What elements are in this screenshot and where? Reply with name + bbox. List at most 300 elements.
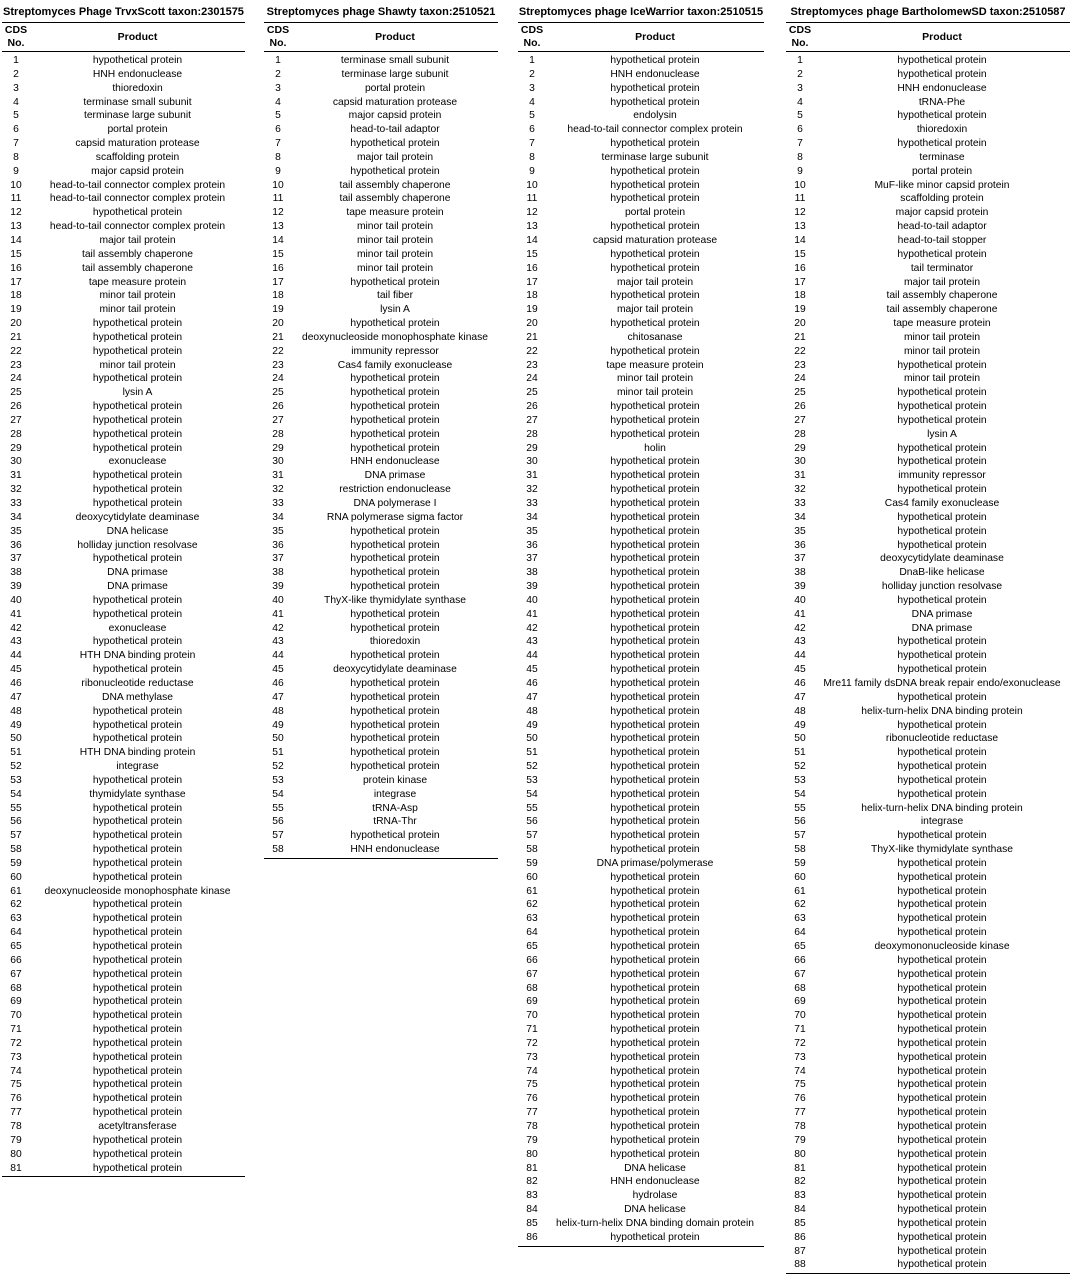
cds-number-cell: 35: [272, 525, 284, 537]
table-row: [518, 1162, 764, 1176]
product-cell: hypothetical protein: [350, 733, 440, 745]
cds-number-cell: 46: [272, 677, 284, 689]
cds-number-cell: 45: [10, 664, 22, 676]
product-cell: hypothetical protein: [610, 954, 700, 966]
cds-number-cell: 8: [529, 151, 535, 163]
product-cell: hypothetical protein: [92, 1051, 183, 1063]
product-cell: hypothetical protein: [897, 927, 987, 939]
table-row: [264, 165, 498, 179]
table-row: [518, 469, 764, 483]
product-cell: hypothetical protein: [610, 1051, 700, 1063]
product-cell: hypothetical protein: [610, 650, 700, 662]
cds-number-cell: 85: [526, 1217, 538, 1229]
cds-number-cell: 23: [10, 359, 22, 371]
cds-number-cell: 56: [272, 816, 284, 828]
cds-number-cell: 41: [10, 608, 22, 620]
product-cell: exonuclease: [108, 622, 167, 634]
table-row: [786, 1037, 1070, 1051]
table-row: [518, 1148, 764, 1162]
product-cell: major tail protein: [616, 276, 694, 288]
product-cell: protein kinase: [362, 774, 428, 786]
cds-number-cell: 52: [10, 761, 22, 773]
table-row: [2, 1051, 245, 1065]
product-cell: RNA polymerase sigma factor: [326, 511, 464, 523]
cds-number-cell: 56: [794, 816, 806, 828]
product-cell: hypothetical protein: [92, 1107, 183, 1119]
cds-number-cell: 13: [10, 221, 22, 233]
product-cell: hypothetical protein: [610, 221, 700, 233]
table-row: [518, 109, 764, 123]
cds-number-cell: 49: [272, 719, 284, 731]
table-row: [518, 276, 764, 290]
product-cell: hypothetical protein: [897, 248, 987, 260]
table-row: [2, 511, 245, 525]
cds-number-cell: 44: [526, 650, 538, 662]
product-cell: hypothetical protein: [610, 290, 700, 302]
cds-number-cell: 78: [10, 1120, 22, 1132]
cds-number-cell: 24: [794, 373, 806, 385]
product-cell: hypothetical protein: [92, 207, 183, 219]
product-cell: Cas4 family exonuclease: [884, 498, 1000, 509]
product-cell: hypothetical protein: [610, 539, 700, 551]
product-cell: hypothetical protein: [897, 414, 987, 426]
cds-number-cell: 5: [275, 110, 281, 122]
cds-number-cell: 81: [526, 1162, 538, 1174]
cds-number-cell: 79: [794, 1134, 806, 1146]
cds-number-cell: 3: [797, 82, 803, 94]
product-cell: head-to-tail adaptor: [350, 124, 440, 136]
table-row: [786, 552, 1070, 566]
cds-number-cell: 31: [794, 470, 806, 482]
product-cell: hypothetical protein: [897, 1134, 987, 1146]
table-row: [2, 719, 245, 733]
cds-number-cell: 28: [794, 428, 806, 440]
cds-number-header: CDS No.: [266, 24, 290, 49]
cds-number-cell: 68: [10, 982, 22, 994]
cds-number-cell: 35: [526, 525, 538, 537]
product-cell: hypothetical protein: [610, 1010, 700, 1022]
table-row: [2, 995, 245, 1009]
product-cell: hypothetical protein: [610, 345, 700, 357]
table-row: [786, 788, 1070, 802]
product-cell: ribonucleotide reductase: [885, 733, 999, 745]
table-row: [2, 760, 245, 774]
table-row: [786, 248, 1070, 262]
product-cell: hypothetical protein: [897, 1037, 987, 1049]
cds-number-cell: 39: [272, 581, 284, 593]
cds-number-cell: 34: [10, 511, 22, 523]
table-row: [264, 109, 498, 123]
product-cell: lysin A: [927, 428, 957, 440]
cds-number-cell: 69: [794, 996, 806, 1008]
product-cell: hypothetical protein: [897, 1010, 987, 1022]
product-cell: DnaB-like helicase: [899, 567, 985, 579]
table-row: [518, 594, 764, 608]
table-row: [518, 1051, 764, 1065]
cds-number-cell: 66: [526, 954, 538, 966]
table-row: [2, 1037, 245, 1051]
product-cell: hypothetical protein: [897, 982, 987, 994]
cds-number-cell: 58: [10, 844, 22, 856]
table-row: [786, 1245, 1070, 1259]
cds-number-cell: 57: [272, 830, 284, 842]
table-row: [786, 192, 1070, 206]
product-cell: DNA primase: [911, 622, 973, 634]
table-row: [786, 1092, 1070, 1106]
product-cell: deoxymononucleoside kinase: [874, 941, 1010, 952]
cds-number-cell: 41: [272, 608, 284, 620]
table-row: [518, 926, 764, 940]
product-cell: hypothetical protein: [92, 816, 183, 828]
product-cell: minor tail protein: [99, 290, 176, 302]
cds-number-cell: 70: [794, 1010, 806, 1022]
cds-number-cell: 86: [794, 1231, 806, 1243]
cds-number-cell: 27: [794, 414, 806, 426]
cds-number-cell: 77: [526, 1107, 538, 1119]
table-row: [518, 1065, 764, 1079]
product-cell: hypothetical protein: [610, 511, 700, 523]
product-cell: hypothetical protein: [610, 871, 700, 883]
cds-number-cell: 39: [526, 581, 538, 593]
product-cell: major capsid protein: [348, 110, 442, 122]
product-header: Product: [635, 31, 675, 43]
table-row: [518, 940, 764, 954]
table-row: [2, 1078, 245, 1092]
product-cell: hypothetical protein: [92, 1037, 183, 1049]
cds-number-cell: 31: [272, 470, 284, 482]
cds-number-cell: 62: [10, 899, 22, 911]
table-row: [518, 871, 764, 885]
table-row: [786, 469, 1070, 483]
cds-number-cell: 41: [794, 608, 806, 620]
cds-number-cell: 70: [526, 1010, 538, 1022]
product-cell: hypothetical protein: [610, 179, 700, 191]
cds-number-cell: 65: [526, 941, 538, 952]
table-row: [2, 788, 245, 802]
table-row: [786, 262, 1070, 276]
product-cell: ribonucleotide reductase: [81, 677, 194, 689]
cds-number-cell: 25: [10, 387, 22, 399]
product-cell: hypothetical protein: [897, 456, 987, 468]
table-row: [786, 386, 1070, 400]
cds-number-cell: 58: [794, 844, 806, 856]
product-cell: hypothetical protein: [897, 484, 987, 496]
product-cell: hypothetical protein: [897, 1051, 987, 1063]
cds-number-cell: 31: [10, 470, 22, 482]
table-row: [786, 829, 1070, 843]
cds-number-cell: 7: [529, 138, 535, 150]
table-bartholomewsd: [786, 3, 1070, 1274]
table-row: [264, 386, 498, 400]
cds-number-cell: 65: [794, 941, 806, 952]
product-cell: capsid maturation protease: [75, 138, 200, 150]
table-row: [518, 580, 764, 594]
table-row: [786, 843, 1070, 857]
table-bottom-rule: [786, 1273, 1070, 1274]
product-cell: hypothetical protein: [610, 1120, 700, 1132]
table-row: [518, 705, 764, 719]
table-row: [2, 400, 245, 414]
product-cell: chitosanase: [627, 331, 683, 343]
product-cell: deoxynucleoside monophosphate kinase: [301, 331, 489, 343]
cds-number-cell: 67: [10, 968, 22, 980]
table-title: Streptomyces Phage TrvxScott taxon:2301575: [2, 3, 245, 23]
cds-number-cell: 62: [794, 899, 806, 911]
cds-number-cell: 40: [794, 594, 806, 606]
product-cell: hypothetical protein: [92, 442, 183, 454]
product-cell: Mre11 family dsDNA break repair endo/exonuclease: [823, 677, 1061, 689]
table-row: [2, 857, 245, 871]
product-cell: hypothetical protein: [92, 899, 183, 911]
table-row: [518, 1009, 764, 1023]
cds-number-cell: 4: [275, 96, 281, 108]
product-cell: hypothetical protein: [350, 650, 440, 662]
product-cell: major tail protein: [356, 151, 434, 163]
cds-number-cell: 24: [526, 373, 538, 385]
product-cell: hypothetical protein: [92, 982, 183, 994]
cds-number-cell: 12: [526, 207, 538, 219]
cds-number-cell: 46: [526, 677, 538, 689]
table-row: [2, 1009, 245, 1023]
cds-number-cell: 14: [272, 234, 284, 246]
product-cell: terminase large subunit: [601, 151, 709, 163]
table-row: [2, 829, 245, 843]
product-cell: hypothetical protein: [897, 1162, 987, 1174]
product-cell: terminase small subunit: [340, 55, 450, 66]
product-cell: tape measure protein: [606, 359, 704, 371]
cds-number-cell: 49: [10, 719, 22, 731]
cds-number-cell: 45: [526, 664, 538, 676]
product-cell: helix-turn-helix DNA binding protein: [861, 802, 1023, 814]
cds-number-header: CDS No.: [4, 24, 28, 49]
table-row: [786, 1148, 1070, 1162]
cds-number-cell: 48: [526, 705, 538, 717]
table-row: [786, 455, 1070, 469]
table-row: [786, 1217, 1070, 1231]
product-cell: hypothetical protein: [92, 608, 183, 620]
table-row: [786, 54, 1070, 68]
product-cell: minor tail protein: [356, 234, 434, 246]
table-row: [2, 677, 245, 691]
table-row: [264, 483, 498, 497]
product-cell: hypothetical protein: [92, 594, 183, 606]
table-row: [2, 68, 245, 82]
product-cell: DNA primase/polymerase: [596, 857, 714, 869]
product-cell: hypothetical protein: [897, 138, 987, 150]
product-cell: hypothetical protein: [350, 428, 440, 440]
table-row: [264, 442, 498, 456]
product-cell: hypothetical protein: [92, 802, 183, 814]
product-cell: HNH endonuclease: [610, 1176, 700, 1188]
product-cell: portal protein: [624, 207, 686, 219]
table-row: [2, 206, 245, 220]
product-cell: hypothetical protein: [350, 442, 440, 454]
cds-number-cell: 69: [526, 996, 538, 1008]
product-cell: hypothetical protein: [350, 373, 440, 385]
cds-number-cell: 2: [275, 68, 281, 80]
table-row: [2, 732, 245, 746]
cds-number-cell: 54: [526, 788, 538, 800]
table-row: [264, 96, 498, 110]
table-row: [2, 1023, 245, 1037]
product-cell: hypothetical protein: [610, 1134, 700, 1146]
cds-number-cell: 41: [526, 608, 538, 620]
cds-number-cell: 48: [10, 705, 22, 717]
product-cell: hypothetical protein: [610, 941, 700, 952]
cds-number-cell: 53: [10, 774, 22, 786]
product-cell: minor tail protein: [616, 387, 694, 399]
cds-number-cell: 74: [10, 1065, 22, 1077]
product-cell: hypothetical protein: [92, 636, 183, 648]
cds-number-cell: 66: [10, 954, 22, 966]
product-cell: hypothetical protein: [610, 830, 700, 842]
cds-number-cell: 34: [272, 511, 284, 523]
table-row: [518, 954, 764, 968]
product-cell: hypothetical protein: [350, 830, 440, 842]
product-cell: hypothetical protein: [610, 899, 700, 911]
cds-number-cell: 13: [794, 221, 806, 233]
cds-number-cell: 21: [526, 331, 538, 343]
table-row: [264, 788, 498, 802]
product-cell: HNH endonuclease: [350, 844, 440, 856]
table-row: [786, 580, 1070, 594]
table-row: [786, 732, 1070, 746]
table-row: [264, 372, 498, 386]
table-row: [264, 192, 498, 206]
cds-number-cell: 27: [272, 414, 284, 426]
cds-number-cell: 34: [794, 511, 806, 523]
cds-number-cell: 59: [794, 857, 806, 869]
cds-number-cell: 10: [272, 179, 284, 191]
table-row: [786, 705, 1070, 719]
cds-number-cell: 77: [10, 1107, 22, 1119]
table-row: [786, 622, 1070, 636]
cds-number-cell: 37: [794, 553, 806, 565]
cds-number-cell: 42: [272, 622, 284, 634]
product-cell: hypothetical protein: [610, 248, 700, 260]
product-cell: hypothetical protein: [92, 428, 183, 440]
table-row: [786, 220, 1070, 234]
table-bottom-rule: [518, 1246, 764, 1247]
table-row: [786, 428, 1070, 442]
table-row: [264, 802, 498, 816]
cds-number-cell: 57: [526, 830, 538, 842]
cds-number-cell: 30: [794, 456, 806, 468]
table-row: [264, 220, 498, 234]
cds-number-cell: 21: [272, 331, 284, 343]
cds-number-cell: 11: [526, 193, 538, 205]
cds-number-cell: 59: [10, 857, 22, 869]
table-row: [786, 968, 1070, 982]
cds-number-cell: 25: [272, 387, 284, 399]
product-cell: HTH DNA binding protein: [79, 747, 196, 759]
product-cell: hypothetical protein: [92, 968, 183, 980]
table-body: [518, 52, 764, 1245]
table-row: [518, 1092, 764, 1106]
table-row: [518, 497, 764, 511]
product-cell: hypothetical protein: [610, 193, 700, 205]
product-cell: hypothetical protein: [350, 608, 440, 620]
product-cell: hypothetical protein: [92, 954, 183, 966]
table-title: Streptomyces phage Shawty taxon:2510521: [264, 3, 498, 23]
table-row: [264, 303, 498, 317]
product-cell: hypothetical protein: [610, 608, 700, 620]
product-cell: ThyX-like thymidylate synthase: [871, 844, 1013, 856]
cds-number-cell: 74: [526, 1065, 538, 1077]
table-row: [264, 137, 498, 151]
table-row: [518, 1175, 764, 1189]
cds-number-cell: 79: [10, 1134, 22, 1146]
cds-number-cell: 11: [10, 193, 22, 205]
table-row: [264, 234, 498, 248]
cds-number-cell: 14: [794, 234, 806, 246]
product-cell: hypothetical protein: [610, 1107, 700, 1119]
product-cell: hypothetical protein: [897, 885, 987, 897]
table-row: [2, 635, 245, 649]
cds-number-cell: 18: [794, 290, 806, 302]
cds-number-cell: 9: [797, 165, 803, 177]
product-cell: HTH DNA binding protein: [79, 650, 196, 662]
table-row: [264, 400, 498, 414]
product-cell: thioredoxin: [112, 82, 163, 94]
cds-number-cell: 33: [794, 498, 806, 509]
table-header: [518, 23, 764, 52]
table-row: [2, 1134, 245, 1148]
cds-number-cell: 80: [526, 1148, 538, 1160]
table-bottom-rule: [2, 1176, 245, 1177]
product-cell: minor tail protein: [356, 221, 434, 233]
table-row: [518, 1203, 764, 1217]
table-row: [518, 331, 764, 345]
cds-number-cell: 8: [275, 151, 281, 163]
cds-number-cell: 22: [526, 345, 538, 357]
table-row: [2, 802, 245, 816]
product-cell: hypothetical protein: [610, 1231, 700, 1243]
product-cell: minor tail protein: [903, 345, 981, 357]
cds-number-cell: 37: [272, 553, 284, 565]
product-cell: hypothetical protein: [350, 276, 440, 288]
cds-number-cell: 20: [794, 318, 806, 330]
table-row: [264, 359, 498, 373]
cds-number-cell: 44: [794, 650, 806, 662]
table-row: [2, 705, 245, 719]
table-row: [2, 276, 245, 290]
table-row: [264, 82, 498, 96]
product-cell: hypothetical protein: [92, 1148, 183, 1160]
cds-number-cell: 51: [10, 747, 22, 759]
cds-number-cell: 8: [13, 151, 19, 163]
cds-number-cell: 36: [272, 539, 284, 551]
cds-number-cell: 21: [794, 331, 806, 343]
cds-number-cell: 53: [794, 774, 806, 786]
table-row: [786, 940, 1070, 954]
cds-number-cell: 16: [272, 262, 284, 274]
cds-number-cell: 35: [10, 525, 22, 537]
cds-number-cell: 7: [13, 138, 19, 150]
product-cell: hypothetical protein: [610, 1065, 700, 1077]
product-cell: lysin A: [380, 304, 410, 316]
product-cell: capsid maturation protease: [332, 96, 458, 108]
product-cell: hypothetical protein: [92, 733, 183, 745]
table-row: [264, 54, 498, 68]
product-cell: hypothetical protein: [92, 941, 183, 952]
cds-number-cell: 74: [794, 1065, 806, 1077]
product-cell: head-to-tail connector complex protein: [567, 124, 743, 136]
product-cell: head-to-tail adaptor: [897, 221, 987, 233]
product-cell: hypothetical protein: [610, 1079, 700, 1091]
table-row: [518, 663, 764, 677]
product-cell: DNA polymerase I: [353, 498, 437, 509]
